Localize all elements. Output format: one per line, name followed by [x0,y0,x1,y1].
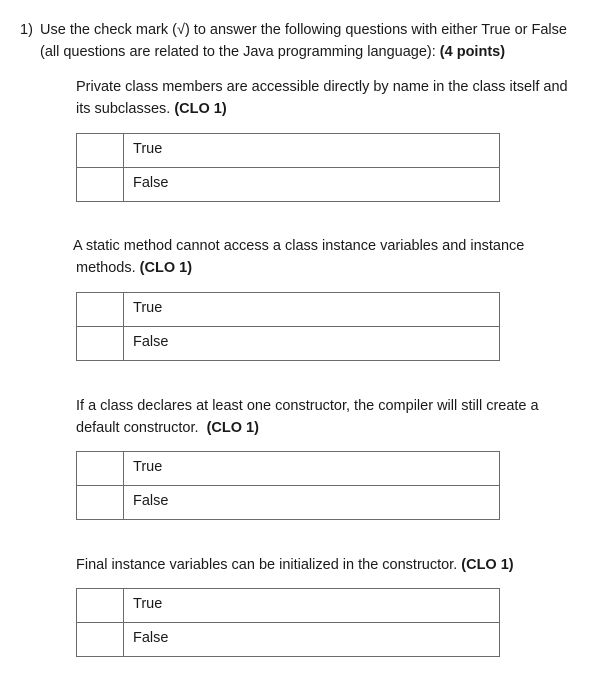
option-label-true: True [124,589,500,623]
option-row-false [77,623,500,657]
option-label-false: False [124,486,500,520]
question-2-text: A static method cannot access a class instance variables and instance methods. (CLO 1) [73,238,525,276]
question-3-text: If a class declares at least one constructor, the compiler will still create a default constructor. (CLO 1) [76,398,539,436]
option-label-true: True [124,293,500,327]
option-row-false [77,327,500,361]
option-row-true [77,589,500,623]
checkbox-cell-false[interactable] [77,327,124,361]
checkbox-cell-false[interactable] [77,168,124,202]
checkbox-cell-false[interactable] [77,623,124,657]
instructions-line-1: 1) Use the check mark (√) to answer the following questions with either True or False [20,19,580,41]
clo-label: (CLO 1) [461,557,514,573]
question-3-options [76,451,500,520]
option-label-false: False [124,168,500,202]
question-4-options [76,588,500,657]
checkbox-cell-true[interactable] [77,589,124,623]
instructions-line-2: (all questions are related to the Java programming language): (4 points) [40,44,506,60]
checkbox-cell-true[interactable] [77,134,124,168]
question-1-options [76,133,500,202]
clo-label: (CLO 1) [139,260,193,276]
option-row-false [77,168,500,202]
option-row-false [77,486,500,520]
clo-label: (CLO 1) [174,101,227,117]
option-label-false: False [124,327,500,361]
checkbox-cell-false[interactable] [77,486,124,520]
option-label-true: True [124,452,500,486]
points-label: (4 points) [439,44,506,60]
clo-label: (CLO 1) [206,420,259,436]
checkbox-cell-true[interactable] [77,293,124,327]
instructions [20,19,580,63]
question-2-options [76,292,500,361]
question-4-text: Final instance variables can be initialized in the constructor. (CLO 1) [76,557,514,573]
question-number: 1) [20,22,33,38]
option-row-true [77,452,500,486]
option-label-true: True [124,134,500,168]
option-row-true [77,134,500,168]
option-label-false: False [124,623,500,657]
option-row-true [77,293,500,327]
question-1-text: Private class members are accessible directly by name in the class itself and its subclasses. (CLO 1) [76,79,568,117]
checkbox-cell-true[interactable] [77,452,124,486]
